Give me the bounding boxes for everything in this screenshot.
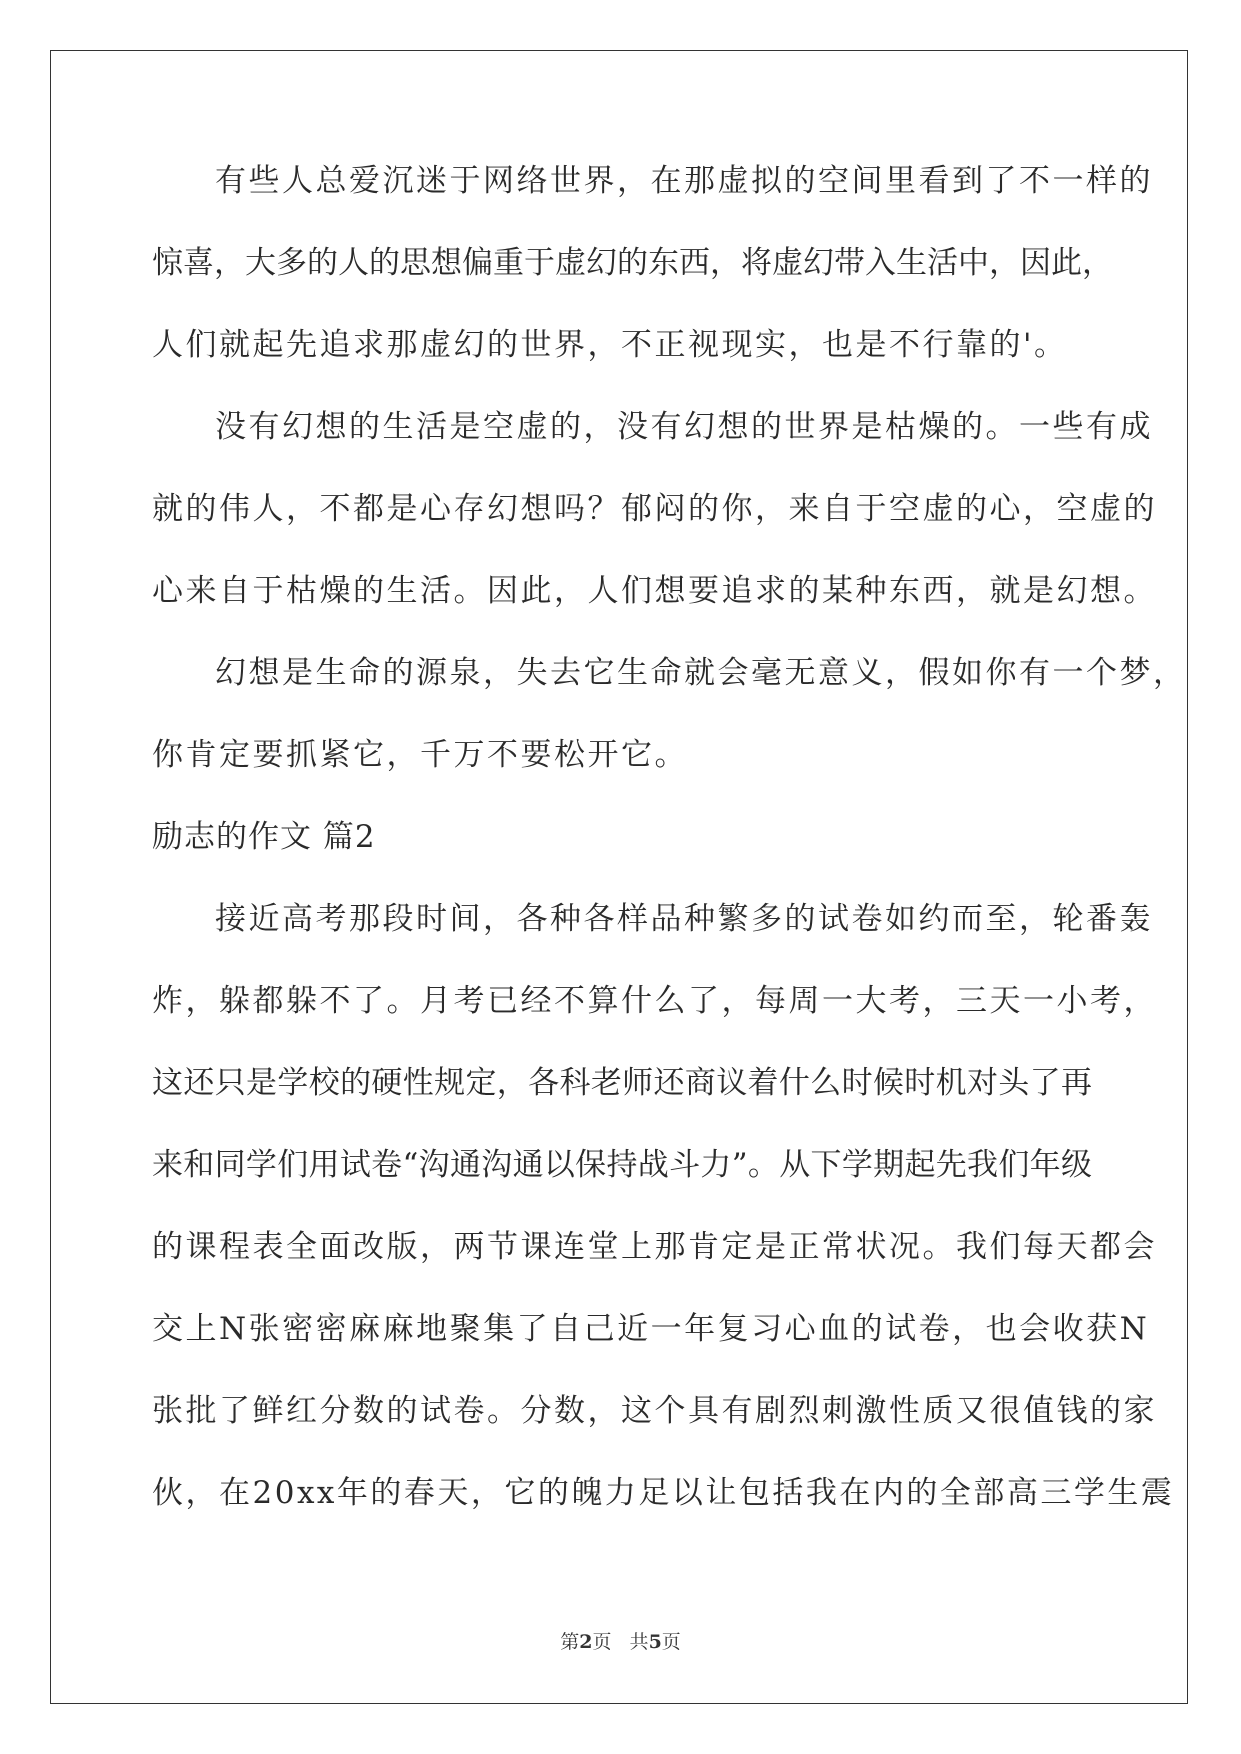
paragraph-line: 张批了鲜红分数的试卷。分数，这个具有剧烈刺激性质又很值钱的家 bbox=[152, 1393, 1157, 1429]
paragraph-line: 就的伟人，不都是心存幻想吗？郁闷的你，来自于空虚的心，空虚的 bbox=[152, 491, 1157, 527]
paragraph-line: 伙，在20xx年的春天，它的魄力足以让包括我在内的全部高三学生震 bbox=[152, 1475, 1175, 1511]
paragraph-line: 没有幻想的生活是空虚的，没有幻想的世界是枯燥的。一些有成 bbox=[215, 409, 1153, 445]
paragraph-line: 有些人总爱沉迷于网络世界，在那虚拟的空间里看到了不一样的 bbox=[215, 163, 1153, 199]
paragraph-line: 来和同学们用试卷“沟通沟通以保持战斗力”。从下学期起先我们年级 bbox=[152, 1147, 1092, 1183]
page-mid: 页 共 bbox=[592, 1631, 649, 1653]
paragraph-line: 的课程表全面改版，两节课连堂上那肯定是正常状况。我们每天都会 bbox=[152, 1229, 1157, 1265]
paragraph-line: 心来自于枯燥的生活。因此，人们想要追求的某种东西，就是幻想。 bbox=[152, 573, 1157, 609]
paragraph-line: 这还只是学校的硬性规定，各科老师还商议着什么时候时机对头了再 bbox=[152, 1065, 1092, 1101]
section-heading: 励志的作文 篇2 bbox=[152, 819, 376, 855]
paragraph-line: 惊喜，大多的人的思想偏重于虚幻的东西，将虚幻带入生活中，因此， bbox=[152, 245, 1113, 281]
paragraph-line: 幻想是生命的源泉，失去它生命就会毫无意义，假如你有一个梦， bbox=[215, 655, 1187, 691]
document-body bbox=[152, 160, 1187, 1554]
paragraph-line: 炸，躲都躲不了。月考已经不算什么了，每周一大考，三天一小考， bbox=[152, 983, 1157, 1019]
page-suffix: 页 bbox=[661, 1631, 681, 1653]
paragraph-line: 接近高考那段时间，各种各样品种繁多的试卷如约而至，轮番轰 bbox=[215, 901, 1153, 937]
page-footer bbox=[0, 1627, 1241, 1654]
current-page-number: 2 bbox=[579, 1631, 593, 1653]
page-prefix: 第 bbox=[560, 1631, 580, 1653]
paragraph-line: 人们就起先追求那虚幻的世界，不正视现实，也是不行靠的'。 bbox=[152, 327, 1068, 363]
total-page-number: 5 bbox=[648, 1631, 662, 1653]
paragraph-line: 你肯定要抓紧它，千万不要松开它。 bbox=[152, 737, 688, 773]
paragraph-line: 交上N张密密麻麻地聚集了自己近一年复习心血的试卷，也会收获N bbox=[152, 1311, 1150, 1347]
